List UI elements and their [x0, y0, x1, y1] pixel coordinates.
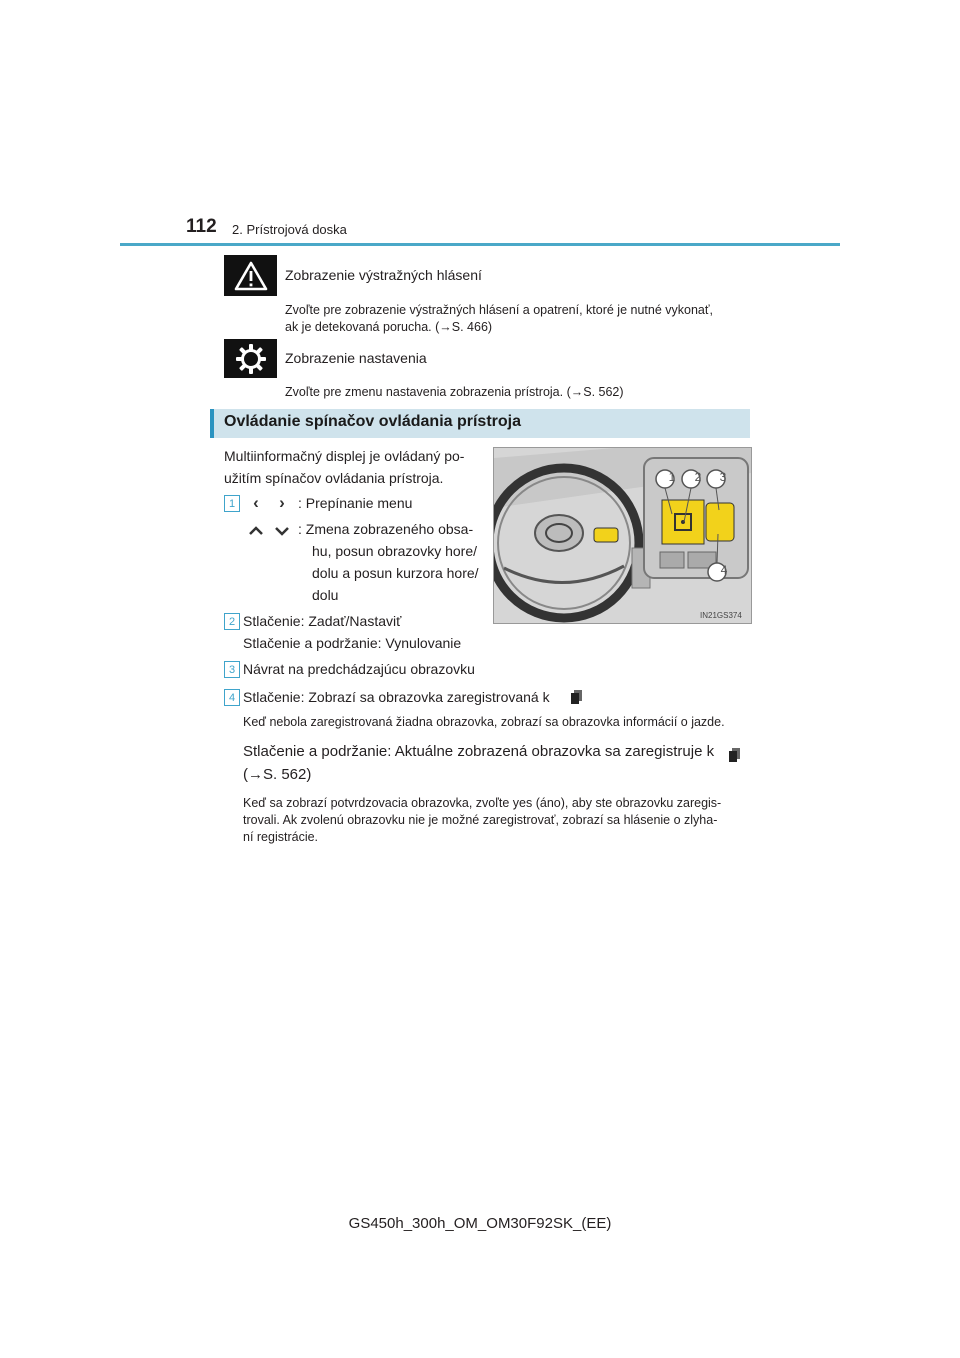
item-number-3: 3: [224, 661, 240, 678]
chevron-left-icon: ‹: [253, 493, 259, 512]
item2-press: Stlačenie: Zadať/Nastaviť: [243, 613, 402, 629]
warnings-title: Zobrazenie výstražných hlásení: [285, 267, 482, 283]
section-title: Ovládanie spínačov ovládania prístroja: [224, 413, 521, 430]
registered-screen-icon: [570, 689, 584, 710]
item4-hold-line1: Stlačenie a podržanie: Aktuálne zobrazená obrazovka sa zaregistruje k: [243, 743, 715, 760]
item4-note: Keď nebola zaregistrovaná žiadna obrazovka, zobrazí sa obrazovka informácií o jazde.: [243, 715, 725, 729]
item4-press: Stlačenie: Zobrazí sa obrazovka zaregistrovaná k: [243, 689, 550, 705]
callout-3: 3: [719, 470, 727, 484]
header-divider: [120, 243, 840, 246]
registered-screen-icon-2: [728, 747, 742, 768]
settings-desc: Zvoľte pre zmenu nastavenia zobrazenia prístroja. (→S. 562): [285, 385, 624, 399]
chapter-title: 2. Prístrojová doska: [232, 222, 347, 237]
item1-scroll-line3: dolu a posun kurzora hore/: [312, 565, 479, 581]
item1-scroll-line2: hu, posun obrazovky hore/: [312, 543, 477, 559]
item1-menu-switch: : Prepínanie menu: [298, 495, 413, 511]
chevron-down-icon: [272, 521, 292, 541]
item4-hold-note3: ní registrácie.: [243, 830, 319, 844]
warnings-desc-line2: ak je detekovaná porucha. (→S. 466): [285, 320, 493, 334]
item-number-4: 4: [224, 689, 240, 706]
item4-hold-note2: trovali. Ak zvolenú obrazovku nie je možné zaregistrovať, zobrazí sa hlásenie o zlyha-: [243, 813, 718, 827]
item3-text: Návrat na predchádzajúcu obrazovku: [243, 661, 475, 677]
item1-scroll-line1: : Zmena zobrazeného obsa-: [298, 521, 474, 537]
intro-line2: užitím spínačov ovládania prístroja.: [224, 470, 444, 486]
chevron-right-icon: ›: [279, 493, 285, 512]
item1-scroll-line4: dolu: [312, 587, 339, 603]
callout-2: 2: [694, 470, 702, 484]
callout-1: 1: [668, 470, 676, 484]
page-number: 112: [186, 216, 217, 237]
warnings-desc-line1: Zvoľte pre zobrazenie výstražných hlásení a opatrení, ktoré je nutné vykonať,: [285, 303, 714, 317]
item-number-1: 1: [224, 495, 240, 512]
intro-line1: Multiinformačný displej je ovládaný po-: [224, 448, 465, 464]
item-number-2: 2: [224, 613, 240, 630]
svg-text:IN21GS374: IN21GS374: [700, 611, 742, 620]
warning-icon: [224, 255, 277, 296]
gear-icon: [224, 339, 277, 378]
item2-hold: Stlačenie a podržanie: Vynulovanie: [243, 635, 462, 651]
settings-title: Zobrazenie nastavenia: [285, 350, 427, 366]
document-code: GS450h_300h_OM_OM30F92SK_(EE): [348, 1215, 612, 1232]
callout-4: 4: [720, 563, 728, 577]
item4-hold-note1: Keď sa zobrazí potvrdzovacia obrazovka, zvoľte yes (áno), aby ste obrazovku zaregis-: [243, 796, 722, 810]
item4-hold-line2: (→S. 562): [243, 766, 312, 783]
chevron-up-icon: [246, 521, 266, 541]
